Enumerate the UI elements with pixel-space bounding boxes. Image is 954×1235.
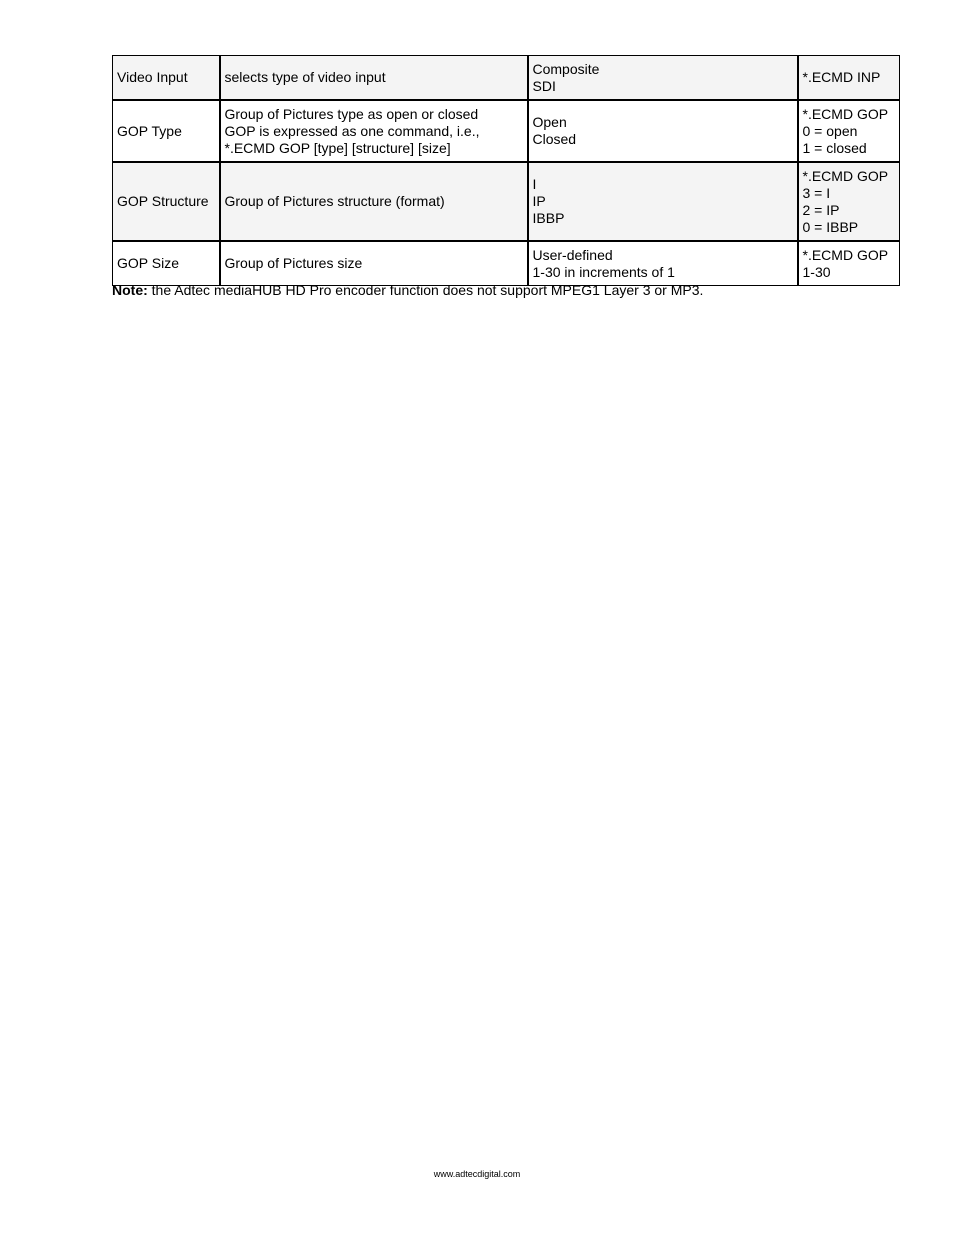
table-row <box>113 162 900 241</box>
parameter-cell: GOP Type <box>113 100 220 162</box>
description-cell: Group of Pictures structure (format) <box>220 162 528 241</box>
description-cell: selects type of video input <box>220 56 528 101</box>
command-cell: *.ECMD GOP 1-30 <box>798 241 900 286</box>
table-row <box>113 241 900 286</box>
note-text: the Adtec mediaHUB HD Pro encoder function does not support MPEG1 Layer 3 or MP3. <box>147 282 704 298</box>
footer-url: www.adtecdigital.com <box>433 1169 521 1179</box>
parameter-cell: GOP Size <box>113 241 220 286</box>
command-cell: *.ECMD GOP 3 = I 2 = IP 0 = IBBP <box>798 162 900 241</box>
parameter-cell: GOP Structure <box>113 162 220 241</box>
description-cell: Group of Pictures size <box>220 241 528 286</box>
command-cell: *.ECMD GOP 0 = open 1 = closed <box>798 100 900 162</box>
note-label: Note: <box>112 282 148 298</box>
parameter-cell: Video Input <box>113 56 220 101</box>
values-cell: Composite SDI <box>528 56 798 101</box>
values-cell: Open Closed <box>528 100 798 162</box>
values-cell: I IP IBBP <box>528 162 798 241</box>
note-paragraph <box>112 282 703 299</box>
table-row <box>113 100 900 162</box>
description-cell: Group of Pictures type as open or closed GOP is expressed as one command, i.e., *.ECMD GOP [type] [structure] [size] <box>220 100 528 162</box>
command-table <box>112 55 900 286</box>
values-cell: User-defined 1-30 in increments of 1 <box>528 241 798 286</box>
command-cell: *.ECMD INP <box>798 56 900 101</box>
table-row <box>113 56 900 101</box>
